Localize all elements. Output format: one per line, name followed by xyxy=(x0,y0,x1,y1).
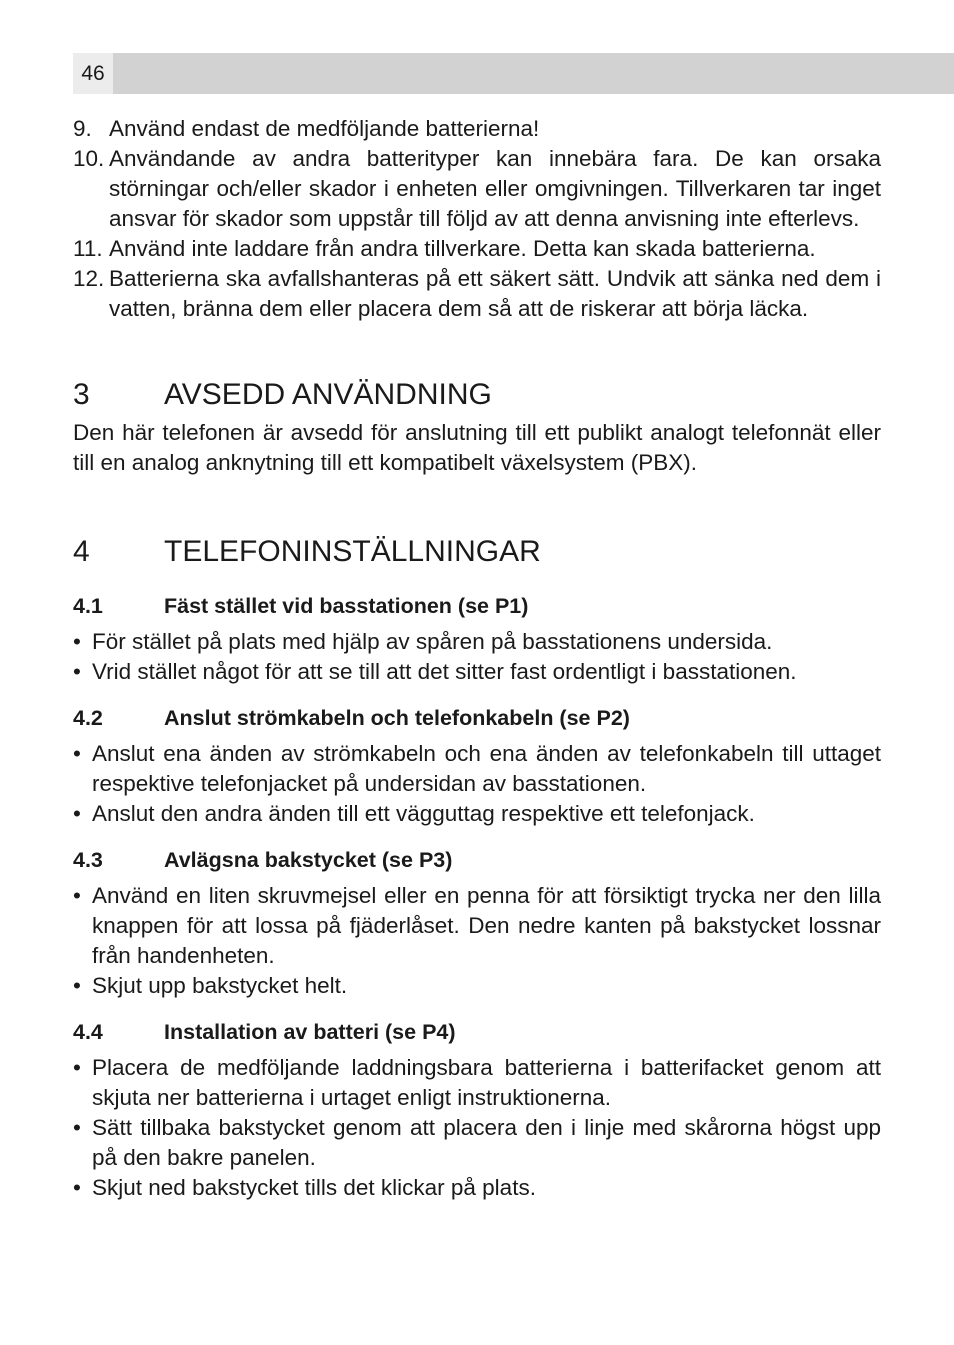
subsection-heading xyxy=(73,592,881,620)
bullet-item: • Anslut den andra änden till ett vägguttag respektive ett telefonjack. xyxy=(73,799,881,829)
section-heading xyxy=(73,377,881,413)
subsection-number: 4.1 xyxy=(73,594,103,618)
item-text: Batterierna ska avfallshanteras på ett säkert sätt. Undvik att sänka ned dem i vatten, bränna dem eller placera dem så att de riskerar att börja läcka. xyxy=(109,266,881,321)
bullet-item: • Anslut ena änden av strömkabeln och ena änden av telefonkabeln till uttaget respektive telefonjacket på undersidan av basstationen. xyxy=(73,739,881,799)
item-number: 9. xyxy=(73,116,92,141)
item-number: 12. xyxy=(73,266,105,291)
section-title: TELEFONINSTÄLLNINGAR xyxy=(164,535,541,568)
bullet-list xyxy=(73,739,881,829)
subsection-title: Installation av batteri (se P4) xyxy=(164,1020,456,1044)
bullet-list xyxy=(73,881,881,1001)
subsection-number: 4.2 xyxy=(73,706,103,730)
subsection-number: 4.4 xyxy=(73,1020,103,1044)
item-text: Användande av andra batterityper kan innebära fara. De kan orsaka störningar och/eller skador i enheten eller omgivningen. Tillverkaren tar inget ansvar för skador som uppstår till följd av att denna anvisning inte efterlevs. xyxy=(109,146,881,231)
subsection-title: Anslut strömkabeln och telefonkabeln (se P2) xyxy=(164,706,630,730)
header-bar xyxy=(73,53,954,94)
bullet-item: • För stället på plats med hjälp av spåren på basstationens undersida. xyxy=(73,627,881,657)
section-heading xyxy=(73,534,881,570)
subsection-heading xyxy=(73,846,881,874)
subsection-number: 4.3 xyxy=(73,848,103,872)
bullet-item: • Skjut ned bakstycket tills det klickar på plats. xyxy=(73,1173,881,1203)
item-number: 10. xyxy=(73,146,105,171)
page-number: 46 xyxy=(73,53,113,94)
subsection-heading xyxy=(73,1018,881,1046)
item-text: Använd inte laddare från andra tillverkare. Detta kan skada batterierna. xyxy=(109,236,816,261)
list-item xyxy=(73,264,881,324)
section-number: 3 xyxy=(73,378,90,411)
numbered-list xyxy=(73,114,881,324)
bullet-list xyxy=(73,627,881,687)
item-text: Använd endast de medföljande batterierna! xyxy=(109,116,540,141)
bullet-item: • Använd en liten skruvmejsel eller en penna för att försiktigt trycka ner den lilla knappen för att lossa på fjäderlåset. Den nedre kanten på bakstycket lossnar från handenheten. xyxy=(73,881,881,971)
item-number: 11. xyxy=(73,236,103,261)
section-title: AVSEDD ANVÄNDNING xyxy=(164,378,492,411)
bullet-list xyxy=(73,1053,881,1203)
list-item xyxy=(73,144,881,234)
section-number: 4 xyxy=(73,535,90,568)
subsection-heading xyxy=(73,704,881,732)
page-content xyxy=(73,114,881,1203)
list-item xyxy=(73,114,881,144)
section-body: Den här telefonen är avsedd för anslutning till ett publikt analogt telefonnät eller till en analog anknytning till ett kompatibelt växelsystem (PBX). xyxy=(73,420,881,475)
list-item xyxy=(73,234,881,264)
subsection-title: Fäst stället vid basstationen (se P1) xyxy=(164,594,529,618)
bullet-item: • Placera de medföljande laddningsbara batterierna i batterifacket genom att skjuta ner batterierna i urtaget enligt instruktionerna. xyxy=(73,1053,881,1113)
bullet-item: • Vrid stället något för att se till att det sitter fast ordentligt i basstationen. xyxy=(73,657,881,687)
subsection-title: Avlägsna bakstycket (se P3) xyxy=(164,848,453,872)
bullet-item: • Sätt tillbaka bakstycket genom att placera den i linje med skårorna högst upp på den bakre panelen. xyxy=(73,1113,881,1173)
bullet-item: • Skjut upp bakstycket helt. xyxy=(73,971,881,1001)
